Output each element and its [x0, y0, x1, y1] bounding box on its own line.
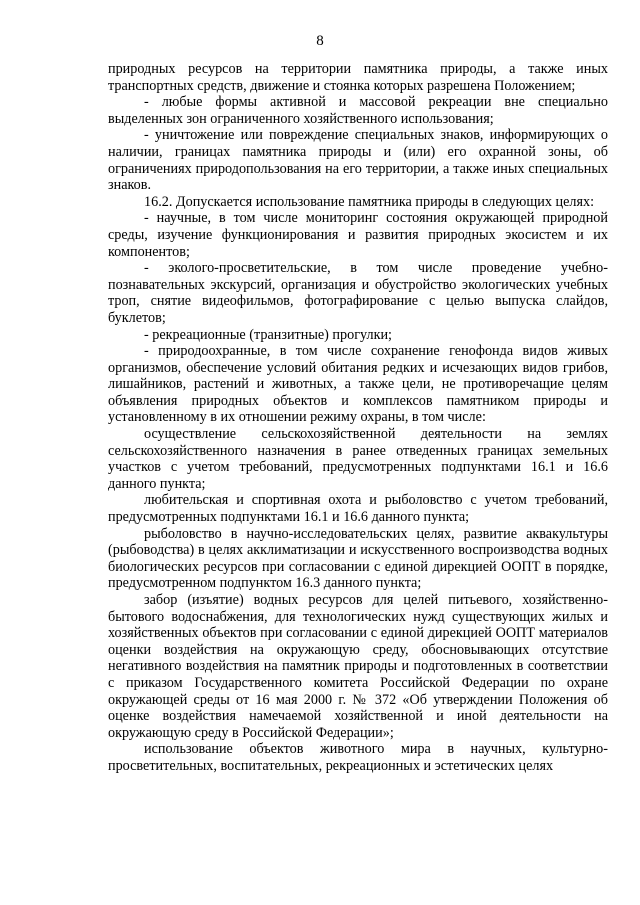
- paragraph: осуществление сельскохозяйственной деятельности на землях сельскохозяйственного назначения в ранее отведенных границах земельных участков с учетом требований, предусмотренных подпунктами 16.1 и 16.6 данного пункта;: [108, 426, 608, 492]
- paragraph: рыболовство в научно-исследовательских целях, развитие аквакультуры (рыбоводства) в целях акклиматизации и искусственного воспроизводства водных биологических ресурсов при согласовании с единой дирекцией ООПТ в порядке, предусмотренном подпунктом 16.3 данного пункта;: [108, 525, 608, 592]
- list-item: - уничтожение или повреждение специальных знаков, информирующих о наличии, границах памятника природы и (или) его охранной зоны, об ограничениях природопользования на его территории, а также иных специальных знаков.: [108, 127, 608, 194]
- list-item: - научные, в том числе мониторинг состояния окружающей природной среды, изучение функционирования и развития природных экосистем и их компонентов;: [108, 210, 608, 260]
- paragraph: любительская и спортивная охота и рыболовство с учетом требований, предусмотренных подпунктами 16.1 и 16.6 данного пункта;: [108, 492, 608, 526]
- page-number: 8: [316, 33, 324, 49]
- list-item: - любые формы активной и массовой рекреации вне специально выделенных зон ограниченного хозяйственного использования;: [108, 94, 608, 127]
- document-body: [108, 61, 608, 775]
- list-item: - природоохранные, в том числе сохранение генофонда видов живых организмов, обеспечение условий обитания редких и исчезающих видов грибов, лишайников, растений и животных, а также цели, не противоречащие целям объявления природных объектов и комплексов памятником природы и установленному в их отношении режиму охраны, в том числе:: [108, 343, 608, 426]
- list-item: - рекреационные (транзитные) прогулки;: [144, 326, 393, 343]
- list-item: - эколого-просветительские, в том числе проведение учебно-познавательных экскурсий, организация и обустройство экологических учебных троп, снятие видеофильмов, фотографирование с целью выпуска слайдов, буклетов;: [108, 260, 608, 326]
- section-paragraph: 16.2. Допускается использование памятника природы в следующих целях:: [144, 193, 595, 210]
- paragraph: природных ресурсов на территории памятника природы, а также иных транспортных средств, движение и стоянка которых разрешена Положением;: [108, 61, 608, 94]
- paragraph: использование объектов животного мира в научных, культурно-просветительных, воспитательных, рекреационных и эстетических целях: [108, 741, 608, 774]
- paragraph: забор (изъятие) водных ресурсов для целей питьевого, хозяйственно-бытового водоснабжения, для технологических нужд существующих жилых и хозяйственных объектов при согласовании с единой дирекцией ООПТ материалов оценки воздействия на окружающую среду, обосновывающих отсутствие негативного воздействия на памятник природы и подготовленных в соответствии с приказом Государственного комитета Российской Федерации по охране окружающей среды от 16 мая 2000 г. № 372 «Об утверждении Положения об оценке воздействия намечаемой хозяйственной и иной деятельности на окружающую среду в Российской Федерации»;: [108, 592, 608, 741]
